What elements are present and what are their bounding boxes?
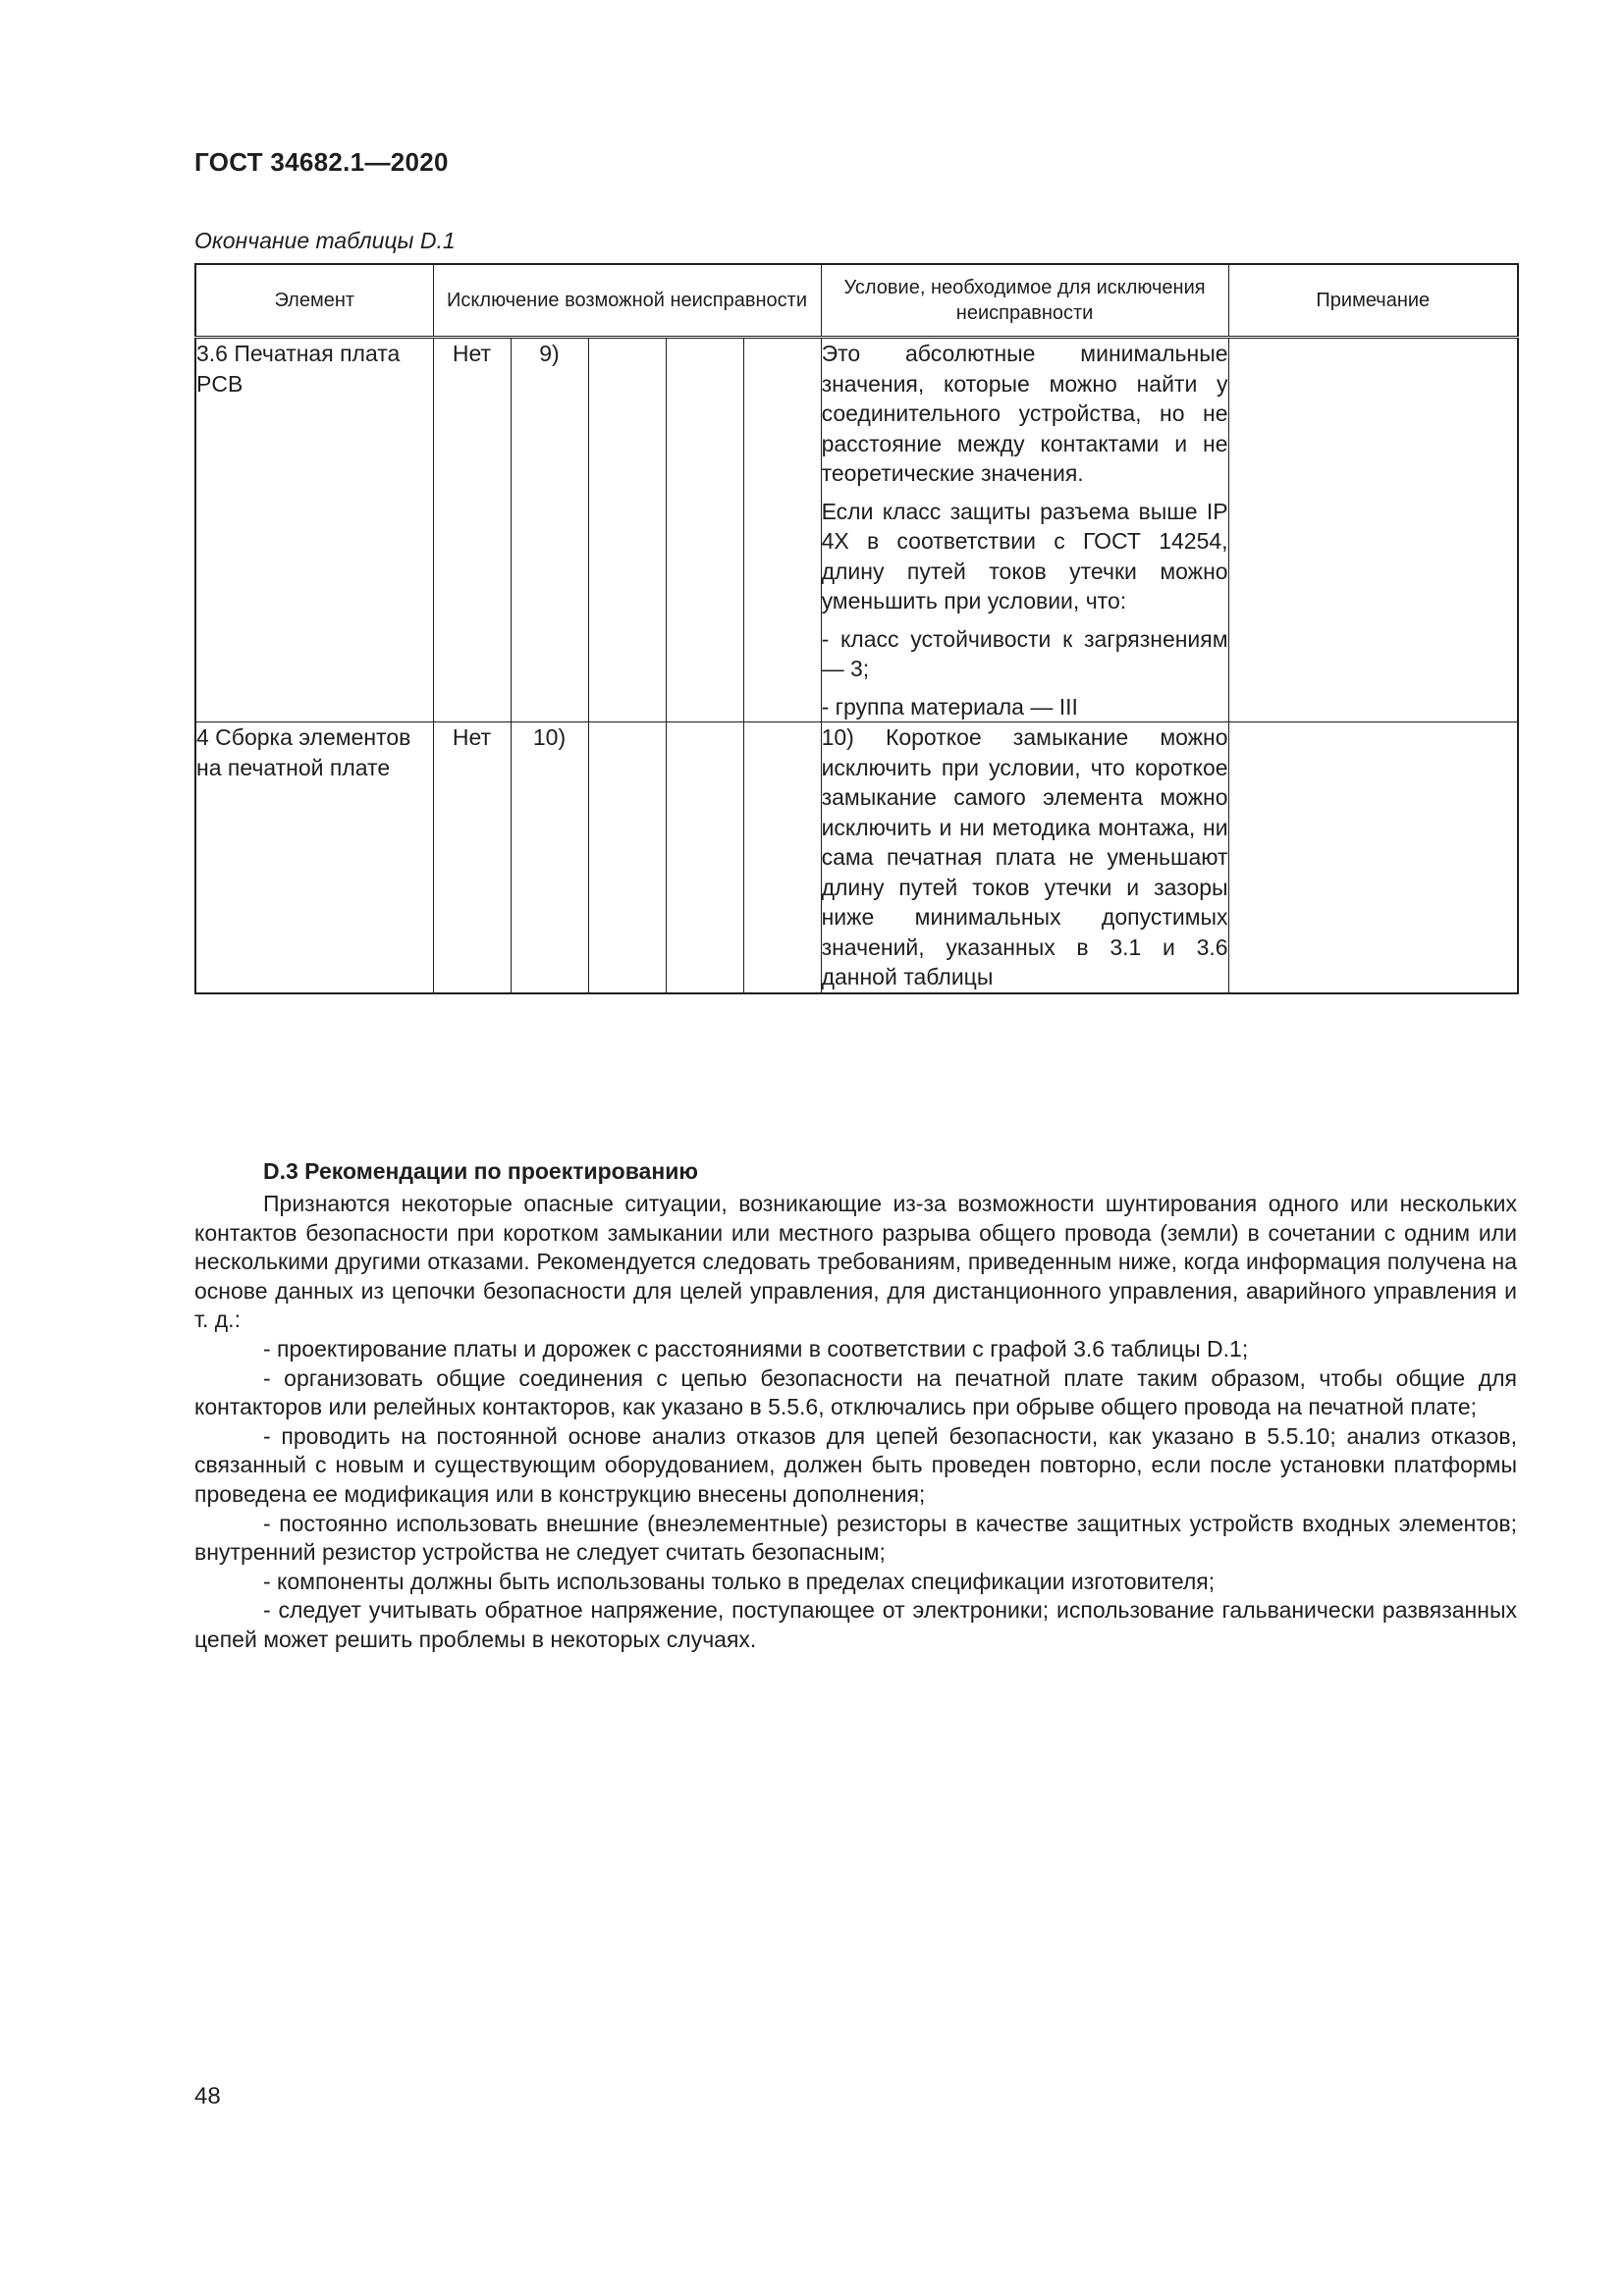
empty-cell: [666, 338, 743, 722]
document-header: ГОСТ 34682.1—2020: [194, 147, 449, 177]
empty-cell: [743, 338, 821, 722]
page-number: 48: [194, 2083, 221, 2109]
condition-paragraph: - класс устойчивости к загрязнениям — 3;: [821, 625, 1228, 681]
row-ref: 10): [511, 722, 588, 993]
body-list-item: - проектирование платы и дорожек с расстояниями в соответствии с графой 3.6 таблицы D.1;: [263, 1335, 1249, 1362]
body-list-item: - компоненты должны быть использованы только в пределах спецификации изготовителя;: [263, 1568, 1216, 1594]
header-exclusion: Исключение возможной неисправности: [433, 264, 821, 338]
condition-paragraph: 10) Короткое замыкание можно исключить при условии, что короткое замыкание самого элемента можно исключить и ни методика монтажа, ни сама печатная плата не уменьшают длину путей токов утечки и зазоры ниже минимальных допустимых значений, указанных в 3.1 и 3.6 данной таблицы: [821, 724, 1228, 989]
empty-cell: [743, 722, 821, 993]
row-exclusion: Нет: [433, 722, 511, 993]
row-ref: 9): [511, 338, 588, 722]
condition-paragraph: Это абсолютные минимальные значения, которые можно найти у соединительного устройства, но не расстояние между контактами и не теоретические значения.: [821, 341, 1228, 486]
empty-cell: [588, 338, 666, 722]
section-body: [194, 1190, 1517, 1655]
condition-paragraph: Если класс защиты разъема выше IP 4X в соответствии с ГОСТ 14254, длину путей токов утечки можно уменьшить при условии, что:: [821, 498, 1228, 614]
row-note: [1228, 722, 1518, 993]
body-list-item: - организовать общие соединения с цепью безопасности на печатной плате таким образом, чтобы общие для контакторов или релейных контакторов, как указано в 5.5.6, отключались при обрыве общего провода на печатной плате;: [194, 1364, 1517, 1420]
body-list-item: - следует учитывать обратное напряжение, поступающее от электроники; использование гальванически развязанных цепей может решить проблемы в некоторых случаях.: [194, 1597, 1517, 1652]
row-exclusion: Нет: [433, 338, 511, 722]
condition-paragraph: - группа материала — III: [821, 693, 1078, 720]
header-note: Примечание: [1228, 264, 1518, 338]
row-condition: [821, 338, 1228, 722]
empty-cell: [588, 722, 666, 993]
section-title: D.3 Рекомендации по проектированию: [263, 1158, 699, 1184]
table-row: [195, 722, 1518, 993]
table-row: [195, 338, 1518, 722]
row-condition: [821, 722, 1228, 993]
header-condition: Условие, необходимое для исключения неисправности: [821, 264, 1228, 338]
body-list-item: - постоянно использовать внешние (внеэлементные) резисторы в качестве защитных устройств входных элементов; внутренний резистор устройства не следует считать безопасным;: [194, 1510, 1517, 1566]
table-header-row: [195, 264, 1518, 338]
table-caption: Окончание таблицы D.1: [194, 228, 456, 253]
row-note: [1228, 338, 1518, 722]
row-element: 4 Сборка элементов на печатной плате: [195, 722, 433, 993]
body-paragraph: Признаются некоторые опасные ситуации, возникающие из-за возможности шунтирования одного или нескольких контактов безопасности при коротком замыкании или местного разрыва общего провода (земли) в сочетании с одним или несколькими другими отказами. Рекомендуется следовать требованиям, приведенным ниже, когда информация получена на основе данных из цепочки безопасности для целей управления, для дистанционного управления, аварийного управления и т. д.:: [194, 1191, 1517, 1333]
header-element: Элемент: [195, 264, 433, 338]
body-list-item: - проводить на постоянной основе анализ отказов для цепей безопасности, как указано в 5.5.10; анализ отказов, связанный с новым и существующим оборудованием, должен быть проведен повторно, если после установки платформы проведена ее модификация или в конструкцию внесены дополнения;: [194, 1422, 1517, 1507]
row-element: 3.6 Печатная плата PCB: [195, 338, 433, 722]
table-d1: [194, 263, 1519, 994]
empty-cell: [666, 722, 743, 993]
